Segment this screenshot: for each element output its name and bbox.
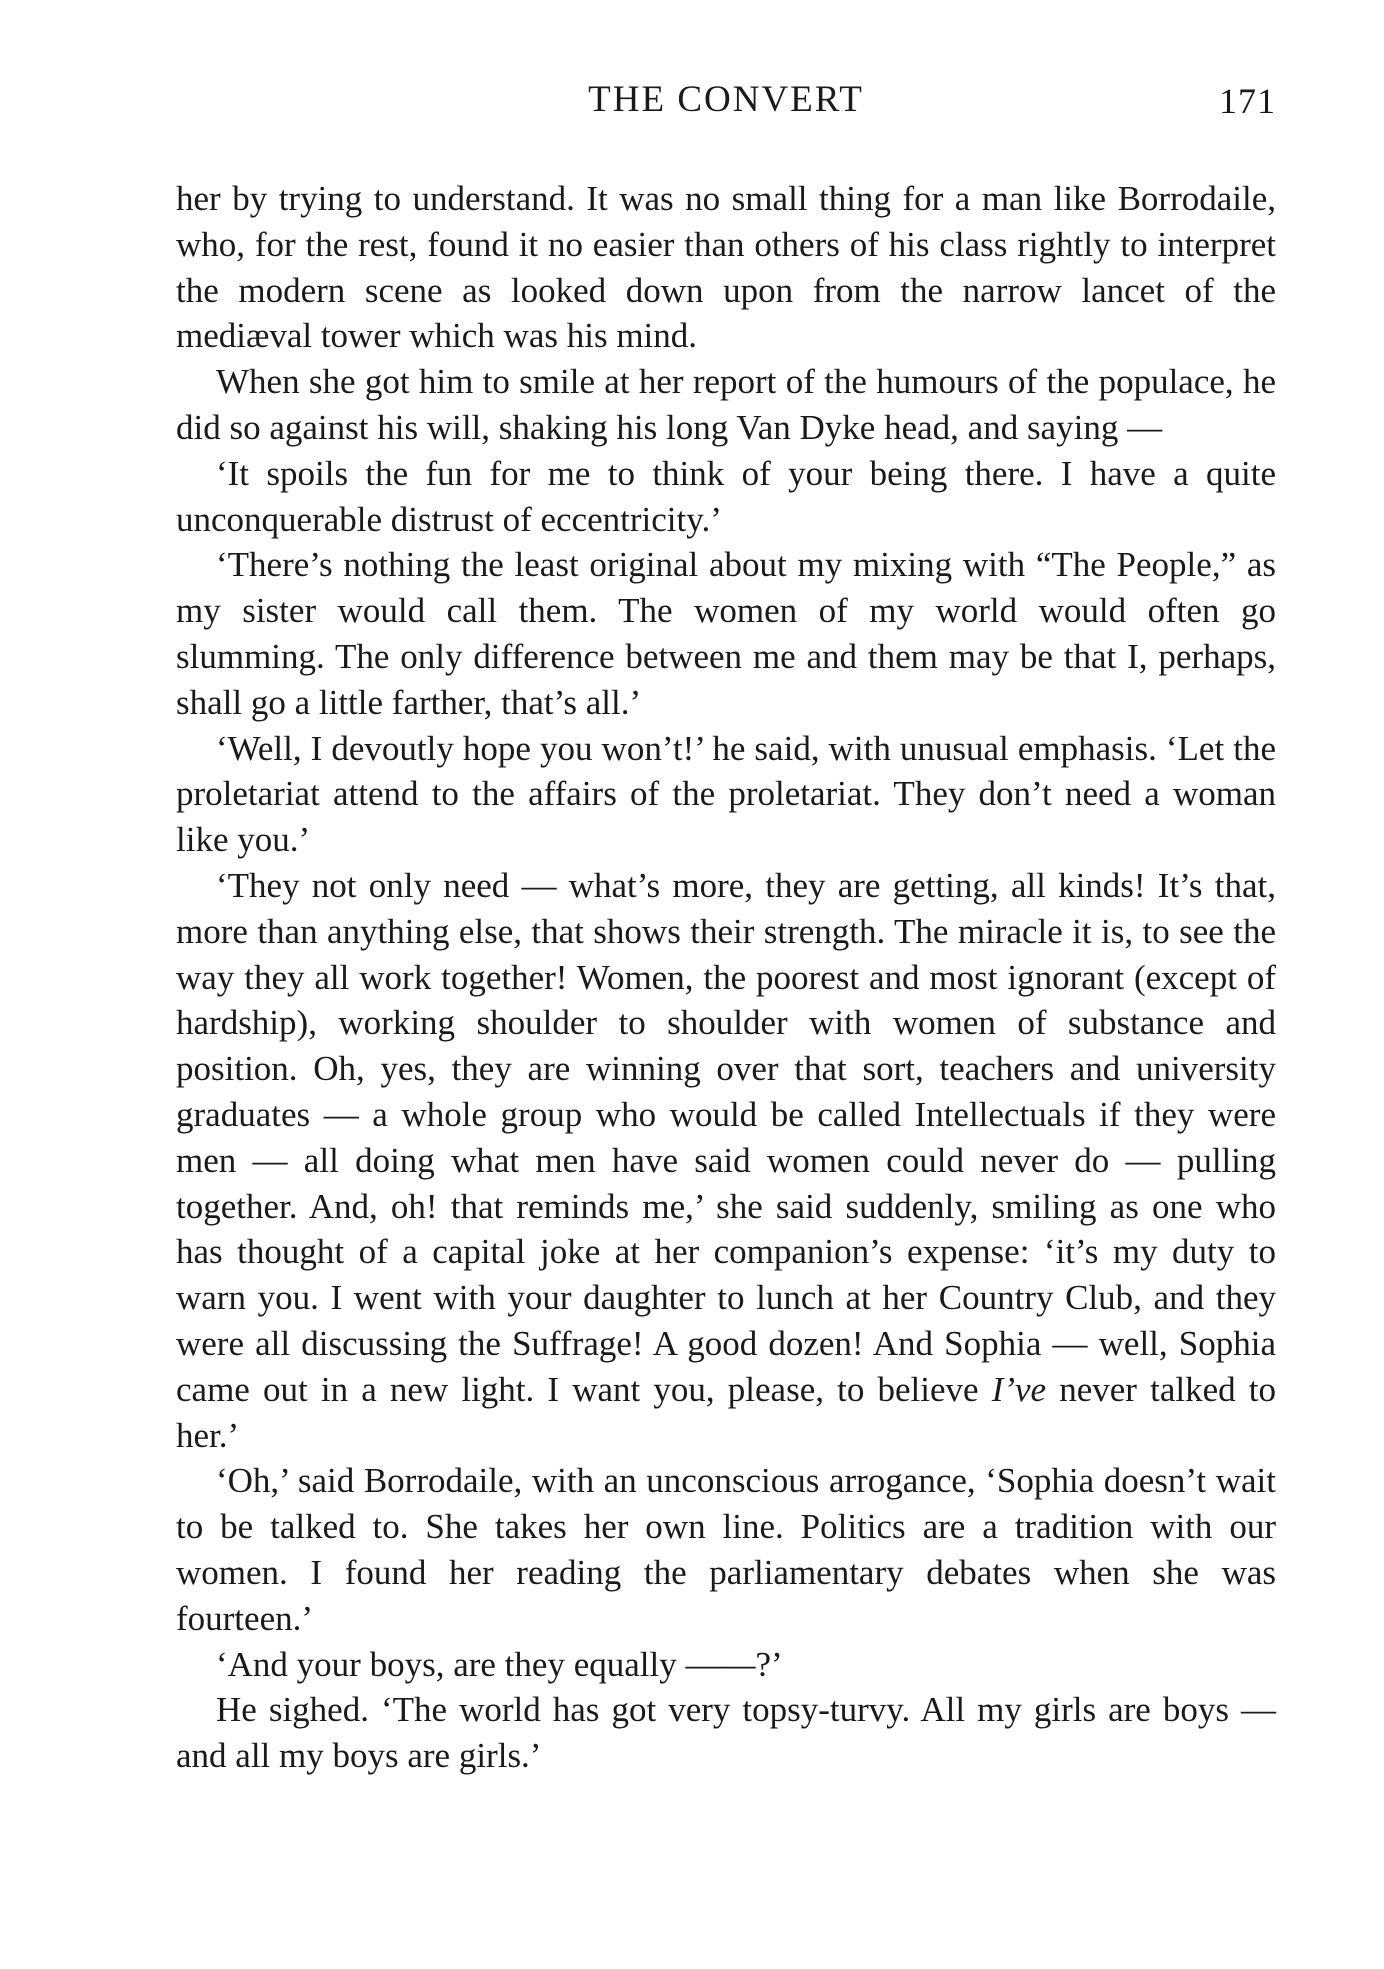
- paragraph-text: never talked to her.’: [176, 1369, 1276, 1455]
- paragraph-5: [176, 726, 1276, 863]
- italic-emphasis: I’ve: [991, 1369, 1047, 1409]
- paragraph-text: her by trying to understand. It was no small thing for a man like Borrodaile, who, for the rest, found it no easier than others of his class rightly to interpret the modern scene as looked down upon from the narrow lancet of the mediæval tower which was his mind.: [176, 179, 1276, 356]
- body-text: [176, 176, 1276, 1779]
- paragraph-text: ‘And your boys, are they equally ——?’: [216, 1644, 783, 1684]
- paragraph-text: ‘There’s nothing the least original about my mixing with “The People,” as my sister would call them. The women of my world would often go slumming. The only difference between me and them may be that I, perhaps, shall go a little farther, that’s all.’: [176, 545, 1276, 722]
- paragraph-3: [176, 451, 1276, 543]
- paragraph-4: [176, 542, 1276, 725]
- paragraph-8: [176, 1642, 1276, 1688]
- paragraph-text: ‘They not only need — what’s more, they are getting, all kinds! It’s that, more than anything else, that shows their strength. The miracle it is, to see the way they all work together! Women, the poorest and most ignorant (except of hardship), working shoulder to shoulder with women of substance and position. Oh, yes, they are winning over that sort, teachers and university graduates — a whole group who would be called Intellectuals if they were men — all doing what men have said women could never do — pulling together. And, oh! that reminds me,’ she said suddenly, smiling as one who has thought of a capital joke at her companion’s expense: ‘it’s my duty to warn you. I went with your daughter to lunch at her Country Club, and they were all discussing the Suffrage! A good dozen! And Sophia — well, Sophia came out in a new light. I want you, please, to believe: [176, 865, 1276, 1409]
- paragraph-1: [176, 176, 1276, 359]
- paragraph-7: [176, 1458, 1276, 1641]
- running-head: [176, 78, 1276, 128]
- running-title: THE CONVERT: [588, 79, 864, 120]
- paragraph-text: ‘It spoils the fun for me to think of your being there. I have a quite unconquerable distrust of eccentricity.’: [176, 453, 1276, 539]
- paragraph-text: ‘Well, I devoutly hope you won’t!’ he said, with unusual emphasis. ‘Let the proletariat attend to the affairs of the proletariat. They don’t need a woman like you.’: [176, 728, 1276, 860]
- page-number: 171: [1219, 81, 1276, 121]
- paragraph-text: He sighed. ‘The world has got very topsy-turvy. All my girls are boys — and all my boys are girls.’: [176, 1690, 1276, 1776]
- paragraph-6: [176, 863, 1276, 1458]
- paragraph-2: [176, 359, 1276, 451]
- paragraph-text: ‘Oh,’ said Borrodaile, with an unconscious arrogance, ‘Sophia doesn’t wait to be talked to. She takes her own line. Politics are a tradition with our women. I found her reading the parliamentary debates when she was fourteen.’: [176, 1461, 1276, 1638]
- paragraph-text: When she got him to smile at her report of the humours of the populace, he did so against his will, shaking his long Van Dyke head, and saying —: [176, 362, 1276, 447]
- paragraph-9: [176, 1687, 1276, 1779]
